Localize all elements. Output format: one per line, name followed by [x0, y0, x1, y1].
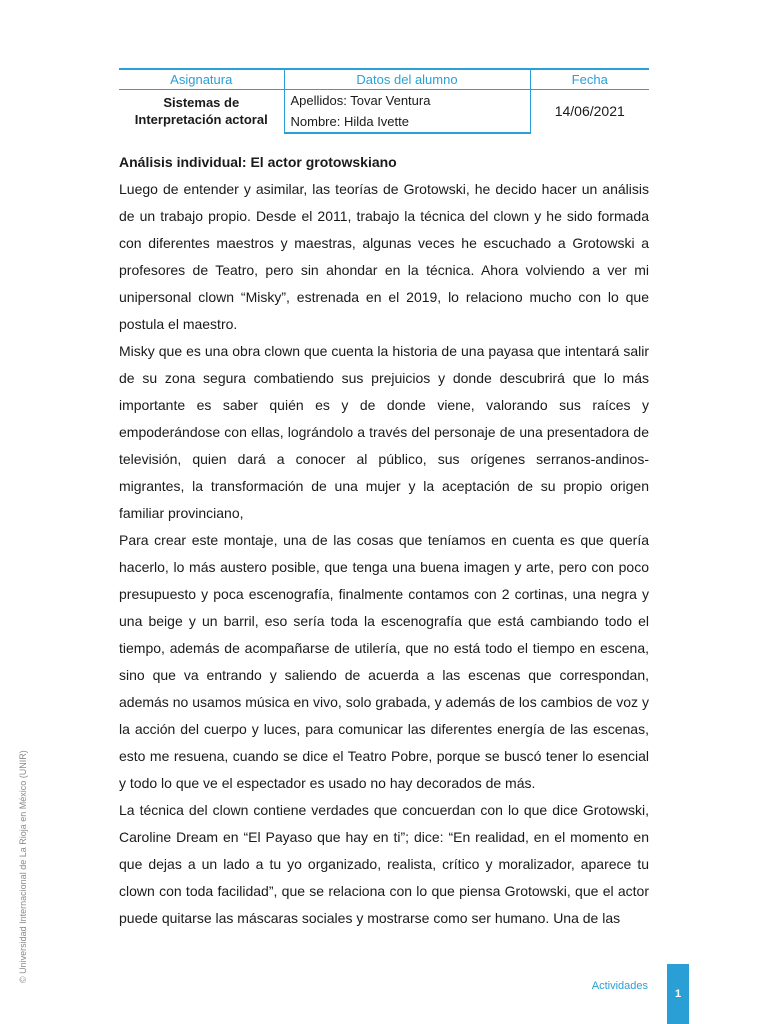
paragraph: Para crear este montaje, una de las cosas que teníamos en cuenta es que quería hacerlo, lo más austero posible, que tenga una buena imagen y arte, pero con poco presupuesto y poca escenografía, finalmente contamos con 2 cortinas, una negra y una beige y un barril, eso sería toda la escenografía que está cambiando todo el tiempo, además de acompañarse de utilería, que no está todo el tiempo en escena, sino que va entrando y saliendo de acuerda a las escenas que correspondan, además no usamos música en vivo, solo grabada, y además de los cambios de voz y la acción del cuerpo y luces, para comunicar las diferentes energía de las escenas, esto me resuena, cuando se dice el Teatro Pobre, porque se buscó tener lo esencial y todo lo que ve el espectador es usado no hay decorados de más. [119, 532, 649, 791]
copyright-note: © Universidad Internacional de La Rioja en México (UNIR) [18, 750, 28, 983]
footer-section-label: Actividades [591, 980, 648, 992]
header-row [119, 69, 649, 89]
column-header-student: Datos del alumno [284, 69, 530, 89]
subject-cell [119, 89, 284, 133]
header-data-row [119, 89, 649, 111]
student-surname: Apellidos: Tovar Ventura [284, 89, 530, 111]
document-heading: Análisis individual: El actor grotowskiano [119, 154, 397, 170]
paragraph: Luego de entender y asimilar, las teorías de Grotowski, he decido hacer un análisis de un trabajo propio. Desde el 2011, trabajo la técnica del clown y he sido formada con diferentes maestros y maestras, algunas veces he escuchado a Grotowski a profesores de Teatro, pero sin ahondar en la técnica. Ahora volviendo a ver mi unipersonal clown “Misky”, estrenada en el 2019, lo relaciono mucho con lo que postula el maestro. [119, 181, 649, 332]
page-number: 1 [674, 988, 682, 1000]
document-body [119, 153, 649, 932]
subject-line-1: Sistemas de [163, 95, 240, 111]
student-name: Nombre: Hilda Ivette [284, 111, 530, 133]
subject-line-2: Interpretación actoral [134, 112, 268, 128]
paragraph: Misky que es una obra clown que cuenta la historia de una payasa que intentará salir de su zona segura combatiendo sus prejuicios y donde descubrirá que lo más importante es saber quién es y de donde viene, valorando sus raíces y empoderándose con ellas, lográndolo a través del personaje de una presentadora de televisión, quien dará a conocer al público, sus orígenes serranos-andinos-migrantes, la transformación de una mujer y la aceptación de su propio origen familiar provinciano, [119, 343, 649, 521]
page-number-badge [667, 964, 689, 1024]
column-header-date: Fecha [530, 69, 649, 89]
date-cell: 14/06/2021 [530, 89, 649, 133]
paragraph: La técnica del clown contiene verdades que concuerdan con lo que dice Grotowski, Caroline Dream en “El Payaso que hay en ti”; dice: “En realidad, en el momento en que dejas a un lado a tu yo organizado, realista, crítico y moralizador, aparece tu clown con toda facilidad”, que se relaciona con lo que piensa Grotowski, que el actor puede quitarse las máscaras sociales y mostrarse como ser humano. Una de las [119, 802, 649, 926]
header-table [119, 68, 649, 134]
column-header-subject: Asignatura [119, 69, 284, 89]
